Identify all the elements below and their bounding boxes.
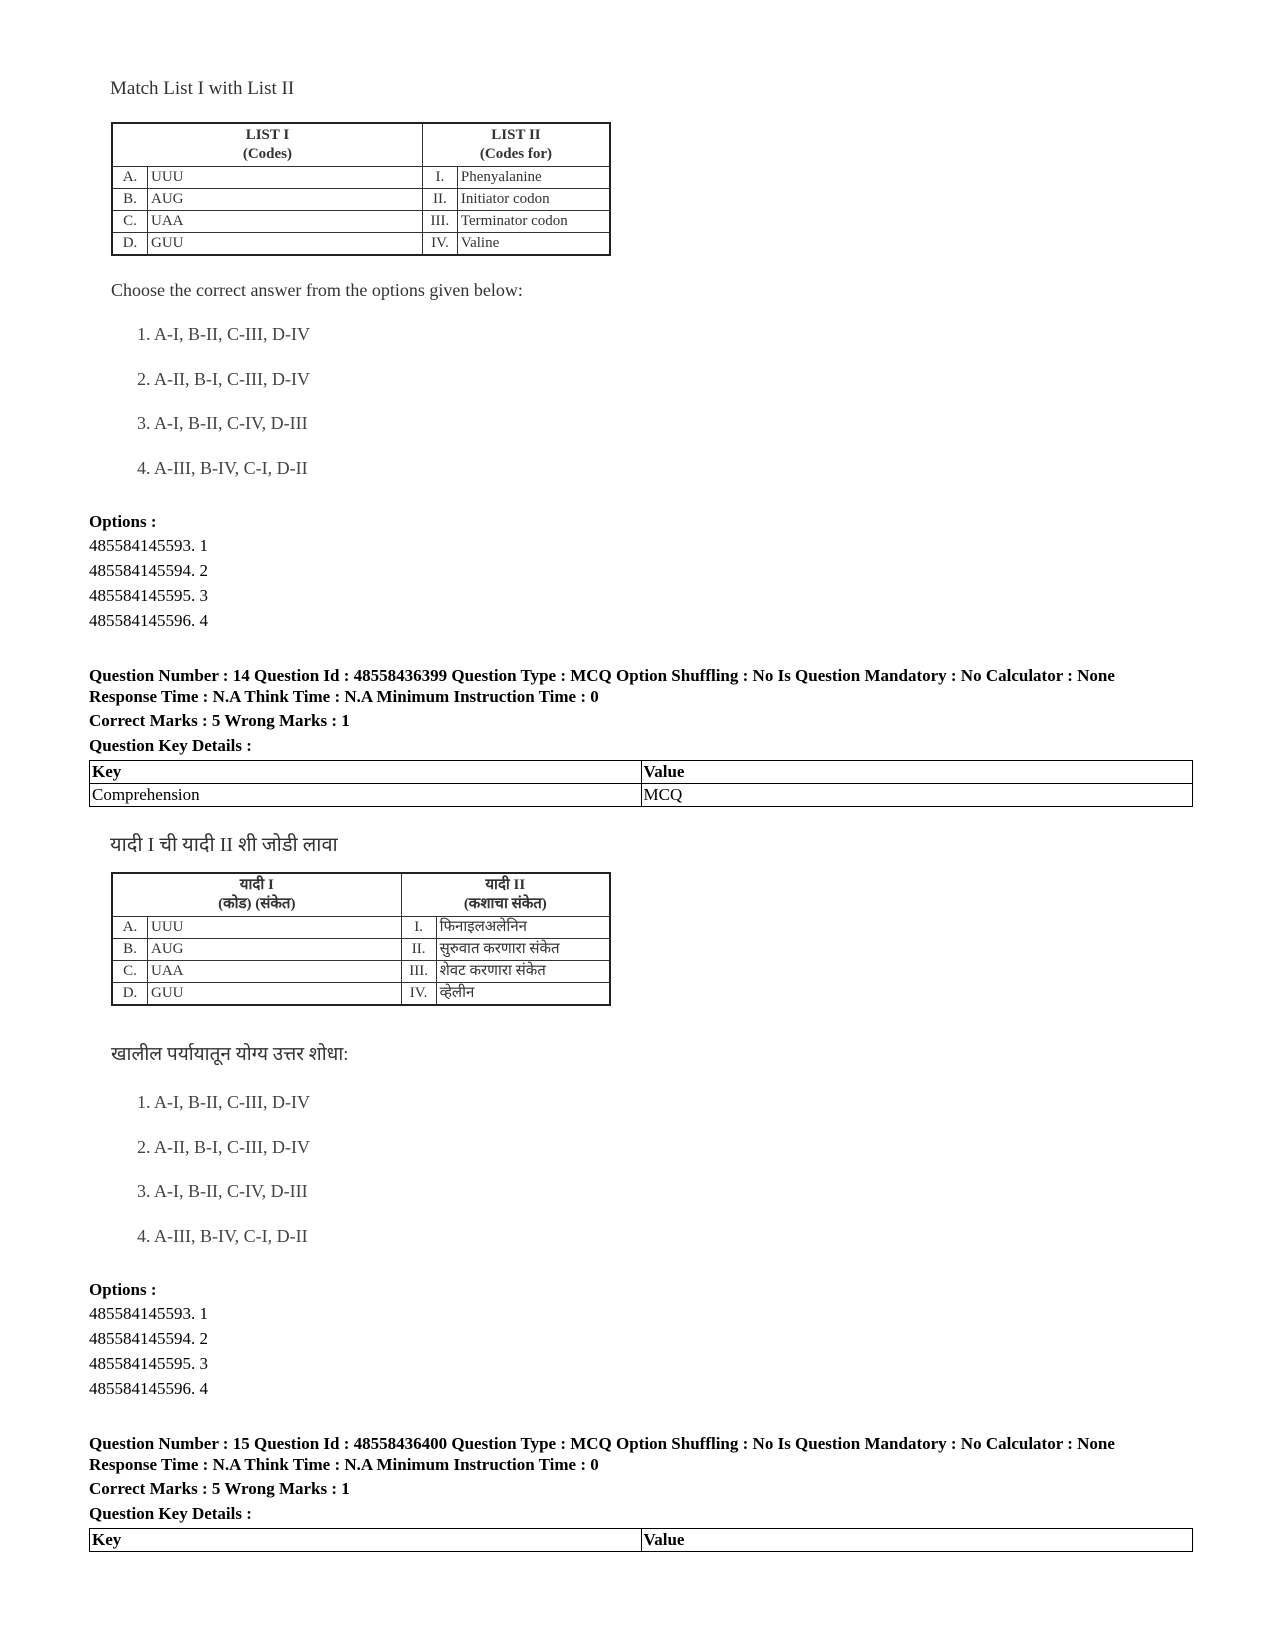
roman-label: III. bbox=[401, 961, 436, 983]
option-item: 485584145594. 2 bbox=[89, 561, 208, 580]
marks-line: Correct Marks : 5 Wrong Marks : 1 bbox=[89, 711, 350, 730]
list2-header bbox=[401, 873, 610, 917]
table-row bbox=[90, 784, 1193, 807]
choose-instruction: Choose the correct answer from the options given below: bbox=[111, 280, 523, 300]
choice-2: 2. A-II, B-I, C-III, D-IV bbox=[137, 369, 310, 389]
list1-header-line2: (कोड) (संकेत) bbox=[218, 896, 296, 912]
key-details-label: Question Key Details : bbox=[89, 736, 252, 755]
value-cell: MCQ bbox=[641, 784, 1193, 807]
option-item: 485584145594. 2 bbox=[89, 1329, 208, 1348]
list1-header-line1: यादी I bbox=[239, 877, 274, 893]
table-row bbox=[112, 211, 610, 233]
table-row bbox=[112, 961, 610, 983]
list2-header-line2: (Codes for) bbox=[479, 146, 552, 162]
roman-label: II. bbox=[401, 939, 436, 961]
key-header: Key bbox=[90, 1529, 642, 1552]
row-label: B. bbox=[112, 939, 148, 961]
match-list-table bbox=[111, 872, 611, 1006]
row-label: D. bbox=[112, 233, 148, 256]
option-item: 485584145593. 1 bbox=[89, 1304, 208, 1323]
row-label: C. bbox=[112, 961, 148, 983]
option-item: 485584145593. 1 bbox=[89, 536, 208, 555]
match-instruction: Match List I with List II bbox=[110, 78, 295, 99]
list1-header bbox=[112, 123, 422, 167]
options-label: Options : bbox=[89, 512, 157, 531]
meaning-cell: Initiator codon bbox=[457, 189, 610, 211]
meta-line-1: Question Number : 15 Question Id : 48558436400 Question Type : MCQ Option Shuffling : No Is Question Mandatory : No Calculator : None bbox=[89, 1434, 1115, 1453]
table-row bbox=[112, 939, 610, 961]
choice-1: 1. A-I, B-II, C-III, D-IV bbox=[137, 324, 310, 344]
table-row bbox=[112, 189, 610, 211]
list1-header-line2: (Codes) bbox=[242, 146, 293, 162]
marks-line: Correct Marks : 5 Wrong Marks : 1 bbox=[89, 1479, 350, 1498]
roman-label: III. bbox=[422, 211, 457, 233]
choice-4: 4. A-III, B-IV, C-I, D-II bbox=[137, 458, 308, 478]
meaning-cell: Valine bbox=[457, 233, 610, 256]
meta-line-1: Question Number : 14 Question Id : 48558436399 Question Type : MCQ Option Shuffling : No Is Question Mandatory : No Calculator : None bbox=[89, 666, 1115, 685]
row-label: C. bbox=[112, 211, 148, 233]
question-14-meta bbox=[89, 665, 1199, 707]
codon-cell: GUU bbox=[148, 233, 423, 256]
value-header: Value bbox=[641, 1529, 1193, 1552]
meaning-cell: सुरुवात करणारा संकेत bbox=[436, 939, 610, 961]
roman-label: I. bbox=[422, 167, 457, 189]
row-label: D. bbox=[112, 983, 148, 1006]
codon-cell: UAA bbox=[148, 961, 402, 983]
codon-cell: UUU bbox=[148, 917, 402, 939]
codon-cell: GUU bbox=[148, 983, 402, 1006]
options-label: Options : bbox=[89, 1280, 157, 1299]
row-label: A. bbox=[112, 167, 148, 189]
codon-cell: UUU bbox=[148, 167, 423, 189]
list2-header bbox=[422, 123, 610, 167]
list2-header-line1: यादी II bbox=[485, 877, 526, 893]
key-cell: Comprehension bbox=[90, 784, 642, 807]
meaning-cell: Phenyalanine bbox=[457, 167, 610, 189]
codon-cell: UAA bbox=[148, 211, 423, 233]
question-15-meta bbox=[89, 1433, 1199, 1475]
codon-cell: AUG bbox=[148, 939, 402, 961]
question-key-table bbox=[89, 760, 1193, 807]
list2-header-line2: (कशाचा संकेत) bbox=[463, 896, 547, 912]
option-item: 485584145596. 4 bbox=[89, 611, 208, 630]
choice-3: 3. A-I, B-II, C-IV, D-III bbox=[137, 1181, 308, 1201]
row-label: A. bbox=[112, 917, 148, 939]
list2-header-line1: LIST II bbox=[491, 127, 541, 143]
list1-header-line1: LIST I bbox=[245, 127, 290, 143]
choose-instruction: खालील पर्यायातून योग्य उत्तर शोधा: bbox=[111, 1044, 349, 1065]
meta-line-2: Response Time : N.A Think Time : N.A Minimum Instruction Time : 0 bbox=[89, 1455, 599, 1474]
choice-1: 1. A-I, B-II, C-III, D-IV bbox=[137, 1092, 310, 1112]
table-row bbox=[112, 983, 610, 1006]
option-item: 485584145596. 4 bbox=[89, 1379, 208, 1398]
roman-label: II. bbox=[422, 189, 457, 211]
question-key-table bbox=[89, 1528, 1193, 1552]
roman-label: I. bbox=[401, 917, 436, 939]
match-list-table bbox=[111, 122, 611, 256]
choice-2: 2. A-II, B-I, C-III, D-IV bbox=[137, 1137, 310, 1157]
option-item: 485584145595. 3 bbox=[89, 1354, 208, 1373]
table-row bbox=[112, 167, 610, 189]
roman-label: IV. bbox=[422, 233, 457, 256]
match-instruction: यादी I ची यादी II शी जोडी लावा bbox=[110, 834, 338, 856]
meaning-cell: फिनाइलअलेनिन bbox=[436, 917, 610, 939]
row-label: B. bbox=[112, 189, 148, 211]
value-header: Value bbox=[641, 761, 1193, 784]
meaning-cell: व्हेलीन bbox=[436, 983, 610, 1006]
choice-4: 4. A-III, B-IV, C-I, D-II bbox=[137, 1226, 308, 1246]
codon-cell: AUG bbox=[148, 189, 423, 211]
table-row bbox=[112, 917, 610, 939]
choice-3: 3. A-I, B-II, C-IV, D-III bbox=[137, 413, 308, 433]
meaning-cell: शेवट करणारा संकेत bbox=[436, 961, 610, 983]
roman-label: IV. bbox=[401, 983, 436, 1006]
meta-line-2: Response Time : N.A Think Time : N.A Minimum Instruction Time : 0 bbox=[89, 687, 599, 706]
list1-header bbox=[112, 873, 401, 917]
key-header: Key bbox=[90, 761, 642, 784]
option-item: 485584145595. 3 bbox=[89, 586, 208, 605]
table-row bbox=[112, 233, 610, 256]
key-details-label: Question Key Details : bbox=[89, 1504, 252, 1523]
meaning-cell: Terminator codon bbox=[457, 211, 610, 233]
